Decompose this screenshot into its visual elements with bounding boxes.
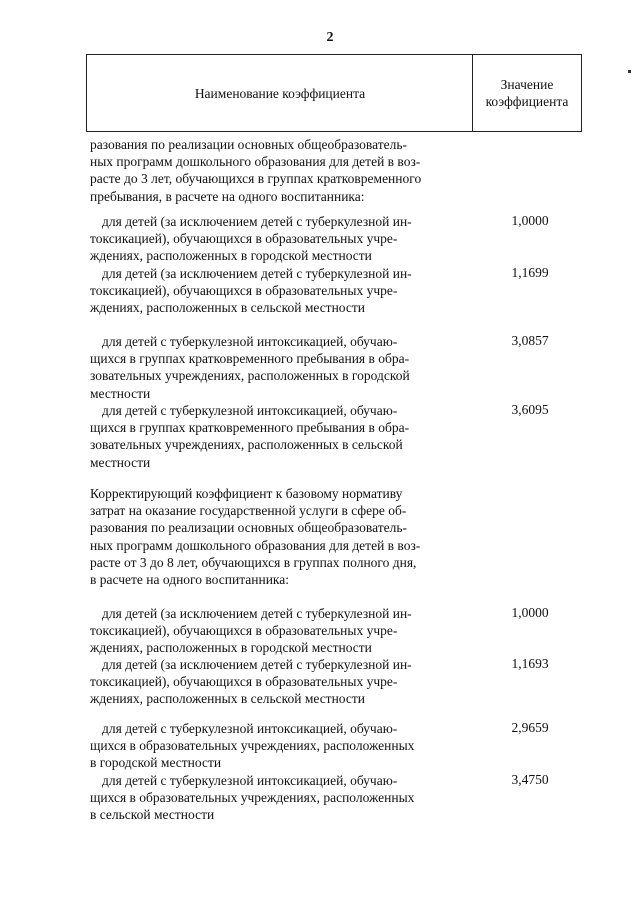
row-line: для детей (за исключением детей с туберкулезной ин- [102,606,412,621]
page-number: 2 [326,30,334,45]
row-line: затрат на оказание государственной услуги в сфере об- [90,503,407,519]
row-line: расте до 3 лет, обучающихся в группах кратковременного [90,171,422,187]
table-row-text [90,402,465,471]
row-line: для детей с туберкулезной интоксикацией, обучаю- [102,403,398,418]
table-row-text [90,213,465,265]
table-row-text [90,333,465,402]
coefficient-value: 1,1699 [511,265,549,280]
row-line: для детей (за исключением детей с туберкулезной ин- [102,214,412,229]
row-line: разования по реализации основных общеобразователь- [90,137,408,152]
header-coefficient-name: Наименование коэффициента [194,86,366,101]
scan-speck [628,70,631,73]
row-line: щихся в образовательных учреждениях, расположенных [90,790,415,806]
row-line: в сельской местности [90,807,215,823]
row-line: токсикацией), обучающихся в образовательных учре- [90,283,398,299]
coefficient-value: 3,4750 [511,772,549,787]
row-line: щихся в группах кратковременного пребывания в обра- [90,351,410,367]
row-line: для детей (за исключением детей с туберкулезной ин- [102,657,412,672]
table-row-text [90,605,465,657]
coefficient-value: 1,0000 [511,605,549,620]
row-line: токсикацией), обучающихся в образовательных учре- [90,623,398,639]
coefficient-value: 2,9659 [511,720,549,735]
row-line: для детей с туберкулезной интоксикацией, обучаю- [102,334,398,349]
header-coefficient-value [474,76,580,110]
header-value-line-1: Значение [500,77,554,92]
coefficient-value: 3,6095 [511,402,549,417]
coefficient-value: 1,0000 [511,213,549,228]
row-line: зовательных учреждениях, расположенных в сельской [90,437,403,453]
row-line: ных программ дошкольного образования для детей в воз- [90,154,421,170]
row-line: расте от 3 до 8 лет, обучающихся в группах полного дня, [90,554,417,570]
row-line: местности [90,454,151,470]
table-row-text [90,656,465,708]
row-line: токсикацией), обучающихся в образовательных учре- [90,231,398,247]
row-line: токсикацией), обучающихся в образовательных учре- [90,674,398,690]
row-line: Корректирующий коэффициент к базовому нормативу [90,486,403,501]
row-line: местности [90,385,151,401]
coefficient-value: 3,0857 [511,333,549,348]
table-row-text [90,772,465,824]
header-value-line-2: коэффициента [485,94,569,109]
row-line: ждениях, расположенных в городской местности [90,640,372,656]
row-line: ных программ дошкольного образования для детей в воз- [90,537,421,553]
row-line: пребывания, в расчете на одного воспитанника: [90,188,365,204]
table-row-text [90,720,465,772]
table-row-text [90,136,465,205]
row-line: в городской местности [90,755,222,771]
row-line: в расчете на одного воспитанника: [90,572,290,588]
row-line: для детей с туберкулезной интоксикацией, обучаю- [102,721,398,736]
row-line: для детей (за исключением детей с туберкулезной ин- [102,266,412,281]
row-line: для детей с туберкулезной интоксикацией, обучаю- [102,773,398,788]
row-line: щихся в группах кратковременного пребывания в обра- [90,420,410,436]
row-line: ждениях, расположенных в сельской местности [90,300,366,316]
row-line: зовательных учреждениях, расположенных в городской [90,368,410,384]
coefficient-value: 1,1693 [511,656,549,671]
row-line: ждениях, расположенных в сельской местности [90,691,366,707]
row-line: щихся в образовательных учреждениях, расположенных [90,738,415,754]
table-row-text [90,485,465,588]
row-line: разования по реализации основных общеобразователь- [90,520,408,536]
table-row-text [90,265,465,317]
row-line: ждениях, расположенных в городской местности [90,248,372,264]
